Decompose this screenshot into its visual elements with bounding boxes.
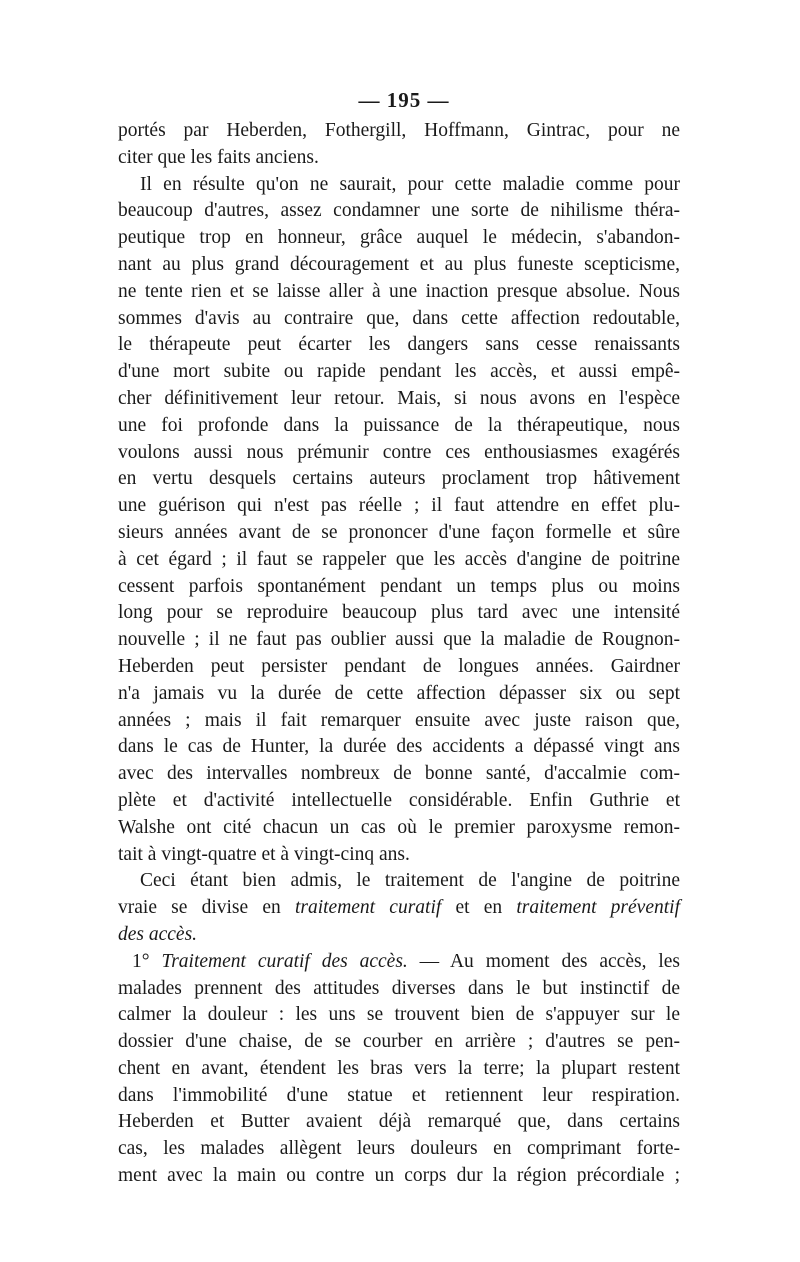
text-line: dans l'immobilité d'une statue et retiennent leur respiration. <box>118 1084 680 1106</box>
text-line: calmer la douleur : les uns se trouvent bien de s'appuyer sur le <box>118 1004 680 1026</box>
paragraph-3 <box>118 868 680 948</box>
text-line: tait à vingt-quatre et à vingt-cinq ans. <box>118 843 410 865</box>
section-heading-line <box>118 949 680 976</box>
text-line: malades prennent des attitudes diverses dans le but instinctif de <box>118 977 680 999</box>
text-line: cher définitivement leur retour. Mais, si nous avons en l'espèce <box>118 387 680 409</box>
text-line: ne tente rien et se laisse aller à une inaction presque absolue. Nous <box>118 280 680 302</box>
section-number: 1° <box>132 950 150 972</box>
section-heading: Traitement curatif des accès. <box>161 950 408 972</box>
text-line: long pour se reproduire beaucoup plus tard avec une intensité <box>118 602 680 624</box>
text-line: Heberden peut persister pendant de longues années. Gairdner <box>118 655 680 677</box>
paragraph-2 <box>118 172 680 869</box>
text-line: cas, les malades allègent leurs douleurs en comprimant forte- <box>118 1138 680 1160</box>
text-line: sommes d'avis au contraire que, dans cette affection redoutable, <box>118 307 680 329</box>
text-line: Ceci étant bien admis, le traitement de l'angine de poitrine <box>140 870 680 892</box>
text-line: sieurs années avant de se prononcer d'une façon formelle et sûre <box>118 521 680 543</box>
text-run: — Au moment des accès, les <box>407 950 680 972</box>
text-line: une guérison qui n'est pas réelle ; il faut attendre en effet plu- <box>118 495 680 517</box>
page-number: — 195 — <box>358 88 450 112</box>
paragraph-1 <box>118 118 680 172</box>
text-line: Walshe ont cité chacun un cas où le premier paroxysme remon- <box>118 816 680 838</box>
text-line: dans le cas de Hunter, la durée des accidents a dépassé vingt ans <box>118 736 680 758</box>
text-line: dossier d'une chaise, de se courber en arrière ; d'autres se pen- <box>118 1031 680 1053</box>
text-line: à cet égard ; il faut se rappeler que les accès d'angine de poitrine <box>118 548 680 570</box>
text-line <box>118 922 680 949</box>
paragraph-4 <box>118 949 680 1190</box>
text-line: Heberden et Butter avaient déjà remarqué que, dans certains <box>118 1111 680 1133</box>
text-line: avec des intervalles nombreux de bonne santé, d'accalmie com- <box>118 763 680 785</box>
text-line: une foi profonde dans la puissance de la thérapeutique, nous <box>118 414 680 436</box>
text-line <box>118 895 680 922</box>
italic-term: traitement curatif <box>294 897 442 919</box>
text-run: et en <box>441 897 517 919</box>
text-line: le thérapeute peut écarter les dangers sans cesse renaissants <box>118 334 680 356</box>
text-line: Il en résulte qu'on ne saurait, pour cette maladie comme pour <box>140 173 680 195</box>
text-line: cessent parfois spontanément pendant un temps plus ou moins <box>118 575 680 597</box>
text-line: plète et d'activité intellectuelle considérable. Enfin Guthrie et <box>118 789 680 811</box>
text-line: portés par Heberden, Fothergill, Hoffmann, Gintrac, pour ne <box>118 120 680 141</box>
italic-term: des accès. <box>118 923 198 945</box>
text-line: chent en avant, étendent les bras vers la terre; la plupart restent <box>118 1057 680 1079</box>
text-line: nant au plus grand découragement et au plus funeste scepticisme, <box>118 253 680 275</box>
text-line: d'une mort subite ou rapide pendant les accès, et aussi empê- <box>118 361 680 383</box>
text-line: voulons aussi nous prémunir contre ces enthousiasmes exagérés <box>118 441 680 463</box>
text-line: peutique trop en honneur, grâce auquel le médecin, s'abandon- <box>118 227 680 249</box>
text-line: citer que les faits anciens. <box>118 146 319 168</box>
text-line: années ; mais il fait remarquer ensuite avec juste raison que, <box>118 709 680 731</box>
italic-term: traitement préventif <box>516 897 680 919</box>
text-line: n'a jamais vu la durée de cette affection dépasser six ou sept <box>118 682 680 704</box>
text-run: vraie se divise en <box>118 897 295 919</box>
text-line: beaucoup d'autres, assez condamner une sorte de nihilisme théra- <box>118 200 680 222</box>
text-line: ment avec la main ou contre un corps dur la région précordiale ; <box>118 1165 680 1187</box>
text-line: en vertu desquels certains auteurs proclament trop hâtivement <box>118 468 680 490</box>
text-line: nouvelle ; il ne faut pas oublier aussi que la maladie de Rougnon- <box>118 629 680 651</box>
book-page <box>118 84 680 1190</box>
